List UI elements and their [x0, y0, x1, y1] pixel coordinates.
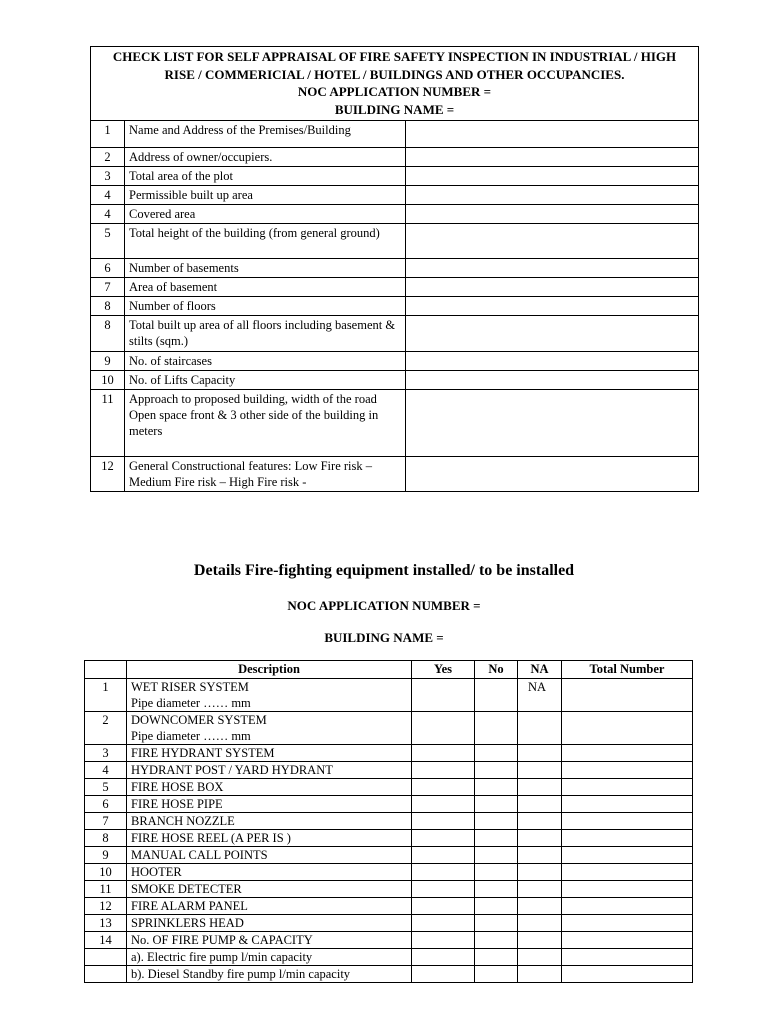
- checklist-row-number: 3: [91, 167, 125, 186]
- equipment-header-no-answer-col: No: [475, 661, 518, 679]
- equipment-row-number: [85, 966, 127, 983]
- equipment-row: [85, 864, 693, 881]
- equipment-yes-cell[interactable]: [412, 779, 475, 796]
- equipment-row-description: a). Electric fire pump l/min capacity: [127, 949, 412, 966]
- checklist-row-value-cell[interactable]: [406, 167, 699, 186]
- equipment-row: [85, 779, 693, 796]
- equipment-row-number: 6: [85, 796, 127, 813]
- equipment-row-description: HOOTER: [127, 864, 412, 881]
- equipment-row: [85, 745, 693, 762]
- equipment-section-title: Details Fire-fighting equipment installed/ to be installed: [193, 562, 575, 579]
- equipment-total-number-cell[interactable]: [562, 745, 693, 762]
- equipment-na-cell[interactable]: [518, 830, 562, 847]
- checklist-row-item: General Constructional features: Low Fire risk – Medium Fire risk – High Fire risk -: [125, 457, 406, 492]
- checklist-row: [91, 352, 699, 371]
- checklist-row-item: Total height of the building (from general ground): [125, 224, 406, 259]
- equipment-row-description: HYDRANT POST / YARD HYDRANT: [127, 762, 412, 779]
- equipment-no-cell[interactable]: [475, 932, 518, 949]
- equipment-row-number: [85, 949, 127, 966]
- equipment-row: [85, 813, 693, 830]
- equipment-row-number: 2: [85, 712, 127, 745]
- equipment-row-description: MANUAL CALL POINTS: [127, 847, 412, 864]
- equipment-no-cell[interactable]: [475, 949, 518, 966]
- equipment-row-number: 8: [85, 830, 127, 847]
- equipment-yes-cell[interactable]: [412, 932, 475, 949]
- checklist-row: [91, 390, 699, 457]
- equipment-no-cell[interactable]: [475, 898, 518, 915]
- equipment-total-number-cell[interactable]: [562, 847, 693, 864]
- equipment-header-row: [85, 661, 693, 679]
- checklist-row-value-cell[interactable]: [406, 205, 699, 224]
- equipment-total-number-cell[interactable]: [562, 813, 693, 830]
- checklist-row: [91, 121, 699, 148]
- checklist-row: [91, 297, 699, 316]
- checklist-row: [91, 224, 699, 259]
- checklist-row-number: 4: [91, 205, 125, 224]
- checklist-row-number: 10: [91, 371, 125, 390]
- equipment-no-cell[interactable]: [475, 779, 518, 796]
- equipment-yes-cell[interactable]: [412, 813, 475, 830]
- equipment-row-description: BRANCH NOZZLE: [127, 813, 412, 830]
- equipment-row: [85, 712, 693, 745]
- checklist-row: [91, 278, 699, 297]
- equipment-na-cell[interactable]: [518, 966, 562, 983]
- checklist-row-value-cell[interactable]: [406, 297, 699, 316]
- equipment-yes-cell[interactable]: [412, 847, 475, 864]
- checklist-row-item: Total built up area of all floors including basement & stilts (sqm.): [125, 316, 406, 352]
- equipment-row: [85, 762, 693, 779]
- checklist-row-value-cell[interactable]: [406, 148, 699, 167]
- checklist-row-item: Covered area: [125, 205, 406, 224]
- checklist-row-item: Name and Address of the Premises/Building: [125, 121, 406, 148]
- checklist-row-value-cell[interactable]: [406, 259, 699, 278]
- equipment-yes-cell[interactable]: [412, 762, 475, 779]
- equipment-row: [85, 915, 693, 932]
- equipment-na-cell[interactable]: [518, 949, 562, 966]
- checklist-row-value-cell[interactable]: [406, 390, 699, 457]
- checklist-row-value-cell[interactable]: [406, 371, 699, 390]
- equipment-header-na-col: NA: [518, 661, 562, 679]
- equipment-no-cell[interactable]: [475, 762, 518, 779]
- checklist-header: [91, 47, 699, 121]
- equipment-no-cell[interactable]: [475, 679, 518, 712]
- checklist-row-number: 6: [91, 259, 125, 278]
- equipment-row-description: SPRINKLERS HEAD: [127, 915, 412, 932]
- equipment-yes-cell[interactable]: [412, 864, 475, 881]
- checklist-row-number: 1: [91, 121, 125, 148]
- equipment-na-cell[interactable]: [518, 864, 562, 881]
- equipment-na-cell[interactable]: [518, 762, 562, 779]
- checklist-row-item: Total area of the plot: [125, 167, 406, 186]
- equipment-na-cell[interactable]: [518, 898, 562, 915]
- checklist-row-number: 8: [91, 297, 125, 316]
- equipment-yes-cell[interactable]: [412, 830, 475, 847]
- equipment-na-cell[interactable]: [518, 796, 562, 813]
- equipment-yes-cell[interactable]: [412, 679, 475, 712]
- checklist-row-value-cell[interactable]: [406, 352, 699, 371]
- equipment-row-description: FIRE HOSE PIPE: [127, 796, 412, 813]
- equipment-row-number: 11: [85, 881, 127, 898]
- checklist-row-number: 11: [91, 390, 125, 457]
- equipment-total-number-cell[interactable]: [562, 966, 693, 983]
- checklist-row-number: 4: [91, 186, 125, 205]
- equipment-no-cell[interactable]: [475, 881, 518, 898]
- equipment-yes-cell[interactable]: [412, 966, 475, 983]
- checklist-row: [91, 167, 699, 186]
- equipment-row-number: 14: [85, 932, 127, 949]
- checklist-row-value-cell[interactable]: [406, 457, 699, 492]
- checklist-row-item: No. of Lifts Capacity: [125, 371, 406, 390]
- equipment-header-yes-col: Yes: [412, 661, 475, 679]
- equipment-na-cell[interactable]: [518, 813, 562, 830]
- checklist-row: [91, 148, 699, 167]
- checklist-row-number: 5: [91, 224, 125, 259]
- equipment-row: [85, 932, 693, 949]
- checklist-row-number: 9: [91, 352, 125, 371]
- equipment-total-number-cell[interactable]: [562, 915, 693, 932]
- equipment-no-cell[interactable]: [475, 966, 518, 983]
- equipment-row-description: FIRE HOSE BOX: [127, 779, 412, 796]
- checklist-row-item: Area of basement: [125, 278, 406, 297]
- equipment-no-cell[interactable]: [475, 864, 518, 881]
- equipment-total-number-cell[interactable]: [562, 830, 693, 847]
- equipment-row: [85, 966, 693, 983]
- checklist-row-number: 8: [91, 316, 125, 352]
- equipment-row-description: DOWNCOMER SYSTEM Pipe diameter …… mm: [127, 712, 412, 745]
- checklist-table: [90, 46, 699, 492]
- noc-application-number: NOC APPLICATION NUMBER =: [297, 84, 492, 99]
- equipment-no-cell[interactable]: [475, 847, 518, 864]
- equipment-total-number-cell[interactable]: [562, 949, 693, 966]
- checklist-row-value-cell[interactable]: [406, 316, 699, 352]
- equipment-header-description-col: Description: [127, 661, 412, 679]
- equipment-row-number: 13: [85, 915, 127, 932]
- equipment-total-number-cell[interactable]: [562, 796, 693, 813]
- building-name: BUILDING NAME =: [334, 101, 455, 117]
- equipment-yes-cell[interactable]: [412, 949, 475, 966]
- equipment-na-cell[interactable]: [518, 915, 562, 932]
- equipment-na-cell[interactable]: [518, 712, 562, 745]
- checklist-row: [91, 186, 699, 205]
- equipment-no-cell[interactable]: [475, 745, 518, 762]
- checklist-row: [91, 205, 699, 224]
- equipment-row-number: 1: [85, 679, 127, 712]
- equipment-row-number: 4: [85, 762, 127, 779]
- equipment-row-number: 5: [85, 779, 127, 796]
- equipment-row-number: 7: [85, 813, 127, 830]
- equipment-row-description: WET RISER SYSTEM Pipe diameter …… mm: [127, 679, 412, 712]
- equipment-total-number-cell[interactable]: [562, 762, 693, 779]
- equipment-row-description: b). Diesel Standby fire pump l/min capacity: [127, 966, 412, 983]
- equipment-row-description: FIRE ALARM PANEL: [127, 898, 412, 915]
- equipment-total-number-cell[interactable]: [562, 881, 693, 898]
- checklist-row-value-cell[interactable]: [406, 278, 699, 297]
- equipment-row: [85, 949, 693, 966]
- equipment-yes-cell[interactable]: [412, 898, 475, 915]
- equipment-no-cell[interactable]: [475, 796, 518, 813]
- equipment-yes-cell[interactable]: [412, 796, 475, 813]
- equipment-row-description: FIRE HYDRANT SYSTEM: [127, 745, 412, 762]
- equipment-na-cell[interactable]: [518, 932, 562, 949]
- checklist-row-item: Permissible built up area: [125, 186, 406, 205]
- checklist-row-value-cell[interactable]: [406, 186, 699, 205]
- checklist-row-item: Approach to proposed building, width of the road Open space front & 3 other side of the building in meters: [125, 390, 406, 457]
- checklist-row-value-cell[interactable]: [406, 224, 699, 259]
- equipment-yes-cell[interactable]: [412, 915, 475, 932]
- equipment-header-total-number-col: Total Number: [562, 661, 693, 679]
- equipment-na-cell[interactable]: NA: [518, 679, 562, 712]
- equipment-no-cell[interactable]: [475, 830, 518, 847]
- equipment-na-cell[interactable]: [518, 847, 562, 864]
- equipment-row-number: 10: [85, 864, 127, 881]
- checklist-row-number: 2: [91, 148, 125, 167]
- equipment-no-cell[interactable]: [475, 813, 518, 830]
- checklist-header-row: [91, 47, 699, 121]
- equipment-na-cell[interactable]: [518, 745, 562, 762]
- checklist-row-number: 7: [91, 278, 125, 297]
- checklist-row: [91, 457, 699, 492]
- equipment-row: [85, 898, 693, 915]
- equipment-row-number: 12: [85, 898, 127, 915]
- checklist-row: [91, 371, 699, 390]
- equipment-row-description: SMOKE DETECTER: [127, 881, 412, 898]
- checklist-row: [91, 259, 699, 278]
- equipment-yes-cell[interactable]: [412, 712, 475, 745]
- checklist-row-item: Address of owner/occupiers.: [125, 148, 406, 167]
- equipment-noc-number: NOC APPLICATION NUMBER =: [287, 598, 481, 613]
- checklist-title: CHECK LIST FOR SELF APPRAISAL OF FIRE SAFETY INSPECTION IN INDUSTRIAL / HIGH RISE / COMMERICIAL / HOTEL / BUILDINGS AND OTHER OCCUPANCIES.: [112, 49, 677, 82]
- equipment-total-number-cell[interactable]: [562, 712, 693, 745]
- equipment-total-number-cell[interactable]: [562, 679, 693, 712]
- equipment-na-cell[interactable]: [518, 881, 562, 898]
- equipment-row: [85, 830, 693, 847]
- equipment-no-cell[interactable]: [475, 712, 518, 745]
- equipment-header-no-col: [85, 661, 127, 679]
- checklist-row-item: Number of floors: [125, 297, 406, 316]
- equipment-row-number: 9: [85, 847, 127, 864]
- equipment-total-number-cell[interactable]: [562, 932, 693, 949]
- checklist-row-number: 12: [91, 457, 125, 492]
- equipment-row: [85, 679, 693, 712]
- equipment-total-number-cell[interactable]: [562, 779, 693, 796]
- equipment-no-cell[interactable]: [475, 915, 518, 932]
- equipment-total-number-cell[interactable]: [562, 864, 693, 881]
- equipment-total-number-cell[interactable]: [562, 898, 693, 915]
- checklist-row-item: Number of basements: [125, 259, 406, 278]
- equipment-na-cell[interactable]: [518, 779, 562, 796]
- equipment-row: [85, 881, 693, 898]
- checklist-row-item: No. of staircases: [125, 352, 406, 371]
- equipment-row-number: 3: [85, 745, 127, 762]
- equipment-row-description: FIRE HOSE REEL (A PER IS ): [127, 830, 412, 847]
- equipment-building-name: BUILDING NAME =: [324, 630, 444, 645]
- equipment-yes-cell[interactable]: [412, 745, 475, 762]
- checklist-row: [91, 316, 699, 352]
- equipment-yes-cell[interactable]: [412, 881, 475, 898]
- equipment-row: [85, 796, 693, 813]
- checklist-row-value-cell[interactable]: [406, 121, 699, 148]
- equipment-row: [85, 847, 693, 864]
- equipment-row-description: No. OF FIRE PUMP & CAPACITY: [127, 932, 412, 949]
- equipment-table: [84, 660, 693, 983]
